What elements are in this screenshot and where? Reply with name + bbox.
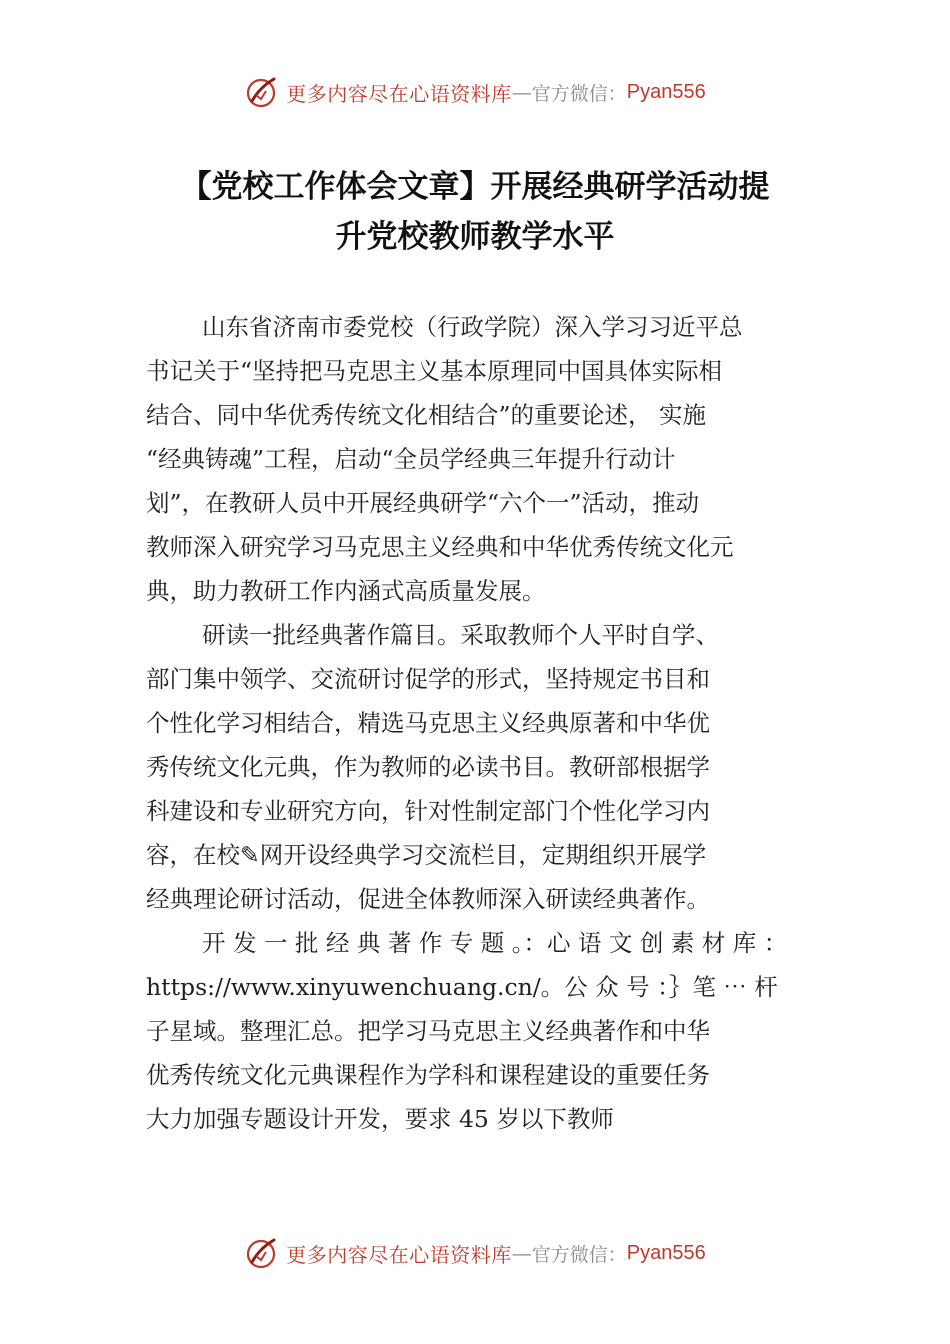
text-line: 书记关于“坚持把马克思主义基本原理同中国具体实际相 — [146, 357, 723, 385]
document-title — [100, 162, 850, 262]
text-line: 部门集中领学、交流研讨促学的形式，坚持规定书目和 — [146, 665, 710, 693]
text-line: 结合、同中华优秀传统文化相结合”的重要论述， 实施 — [146, 401, 706, 429]
brush-logo-icon — [244, 75, 278, 109]
banner-separator: — — [511, 1241, 532, 1265]
text-line: 教师深入研究学习马克思主义经典和中华优秀传统文化元 — [146, 533, 734, 561]
footer-banner — [0, 1233, 950, 1273]
text-line: 大力加强专题设计开发，要求 45 岁以下教师 — [146, 1105, 614, 1133]
header-banner — [0, 72, 950, 112]
text-line: 优秀传统文化元典课程作为学科和课程建设的重要任务 — [146, 1061, 710, 1089]
text-line: 秀传统文化元典，作为教师的必读书目。教研部根据学 — [146, 753, 710, 781]
banner-contact-label: 官方微信： — [531, 1243, 627, 1266]
banner-site-text: 更多内容尽在心语资料库 — [286, 1242, 512, 1267]
text-line: 山东省济南市委党校（行政学院）深入学习习近平总 — [202, 313, 743, 341]
banner-separator: — — [511, 80, 532, 104]
text-line: 开 发 一 批 经 典 著 作 专 题 。：心 语 文 创 素 材 库 ： — [202, 929, 788, 957]
banner-contact-id: Pyan556 — [626, 80, 706, 103]
title-line: 升党校教师教学水平 — [335, 219, 615, 255]
text-line: “经典铸魂”工程，启动“全员学经典三年提升行动计 — [146, 445, 676, 473]
banner-site-text: 更多内容尽在心语资料库 — [286, 81, 512, 106]
text-line: 容，在校✎网开设经典学习交流栏目，定期组织开展学 — [146, 841, 707, 869]
text-line: https://www.xinyuwenchuang.cn/。公 众 号 ：｝笔 ⋯ 杆 — [146, 973, 778, 1001]
document-body — [146, 305, 826, 1141]
text-line: 个性化学习相结合，精选马克思主义经典原著和中华优 — [146, 709, 710, 737]
text-line: 典，助力教研工作内涵式高质量发展。 — [146, 577, 546, 605]
brush-logo-icon — [244, 1236, 278, 1270]
text-line: 子星域。整理汇总。把学习马克思主义经典著作和中华 — [146, 1017, 710, 1045]
text-line: 研读一批经典著作篇目。采取教师个人平时自学、 — [202, 621, 719, 649]
text-line: 划”，在教研人员中开展经典研学“六个一”活动，推动 — [146, 489, 700, 517]
title-line: 【党校工作体会文章】开展经典研学活动提 — [180, 169, 770, 205]
paragraph — [146, 921, 826, 1141]
banner-contact-label: 官方微信： — [531, 82, 627, 105]
paragraph — [146, 613, 826, 921]
text-line: 科建设和专业研究方向，针对性制定部门个性化学习内 — [146, 797, 710, 825]
text-line: 经典理论研讨活动，促进全体教师深入研读经典著作。 — [146, 885, 710, 913]
banner-contact-id: Pyan556 — [626, 1241, 706, 1264]
paragraph — [146, 305, 826, 613]
